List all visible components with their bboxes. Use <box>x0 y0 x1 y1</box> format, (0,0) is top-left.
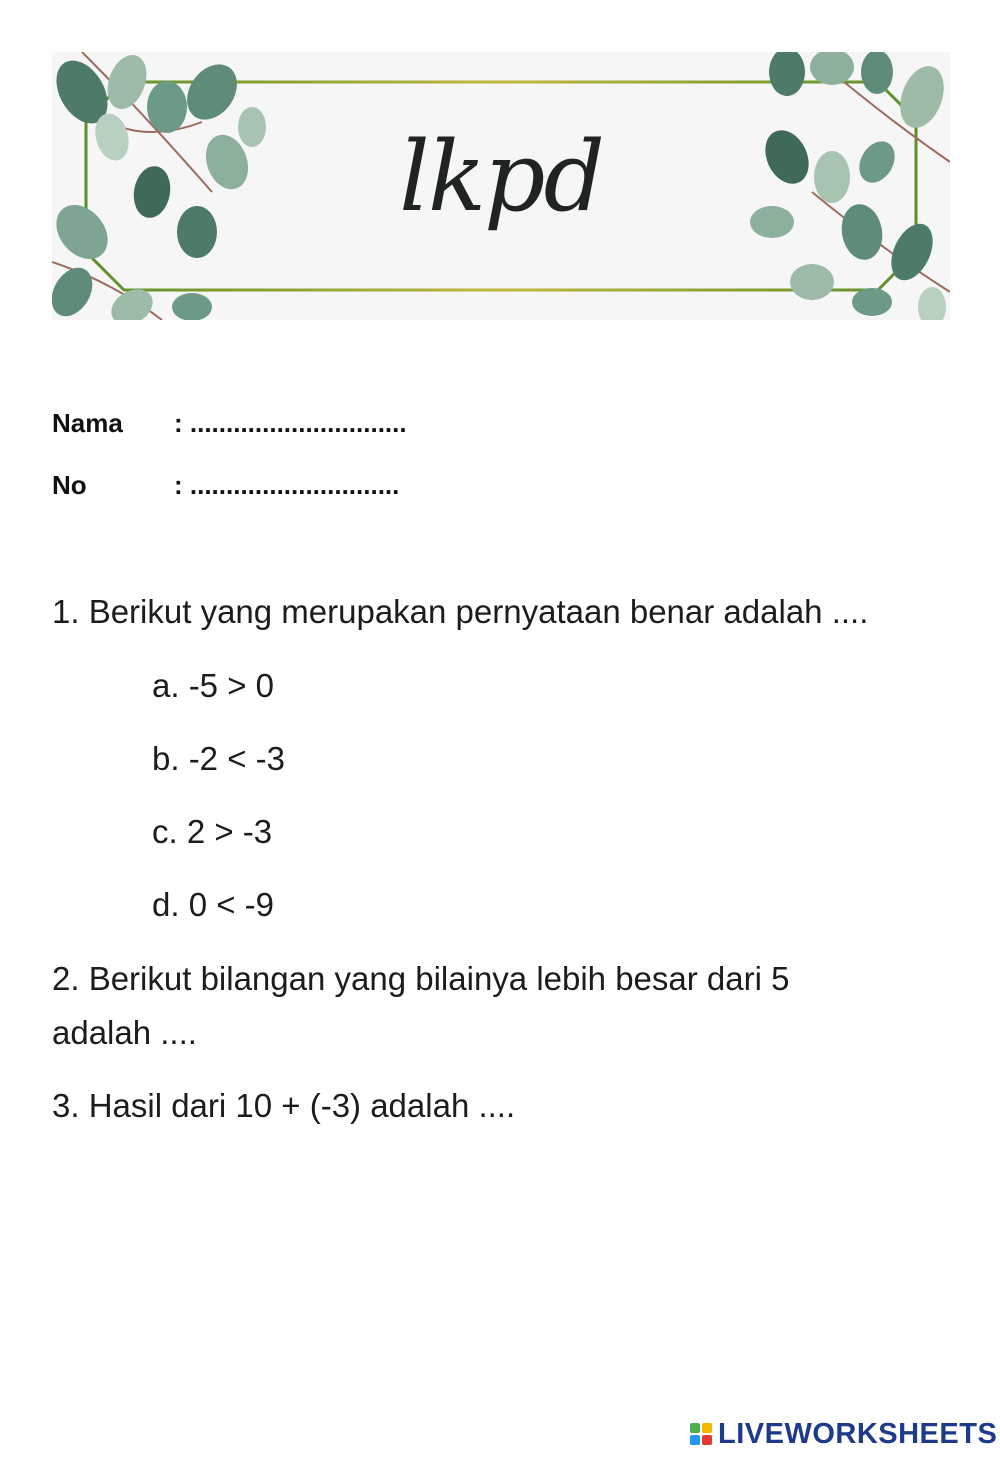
question-3: 3. Hasil dari 10 + (-3) adalah .... <box>52 1087 516 1124</box>
question-1-option-d: d. 0 < -9 <box>152 886 274 923</box>
logo-text: LIVEWORKSHEETS <box>718 1417 998 1450</box>
header-banner <box>52 52 950 320</box>
number-blank: : ............................. <box>174 470 400 500</box>
question-2-line-2: adalah .... <box>52 1014 197 1051</box>
question-1: 1. Berikut yang merupakan pernyataan benar adalah .... <box>52 593 869 630</box>
number-label: No <box>52 470 87 500</box>
logo-square-v <box>690 1435 700 1445</box>
logo-square-l <box>690 1423 700 1433</box>
question-1-option-b: b. -2 < -3 <box>152 740 285 777</box>
liveworksheets-logo <box>690 1418 997 1450</box>
question-1-option-a: a. -5 > 0 <box>152 667 274 704</box>
logo-square-e <box>702 1435 712 1445</box>
name-field <box>52 408 407 439</box>
name-label: Nama <box>52 408 123 438</box>
number-field <box>52 470 399 501</box>
logo-mark-icon <box>690 1423 712 1445</box>
question-1-option-c: c. 2 > -3 <box>152 813 273 850</box>
question-2-line-1: 2. Berikut bilangan yang bilainya lebih besar dari 5 <box>52 960 790 997</box>
banner-title: lkpd <box>399 121 603 233</box>
logo-square-i <box>702 1423 712 1433</box>
name-blank: : .............................. <box>174 408 407 438</box>
